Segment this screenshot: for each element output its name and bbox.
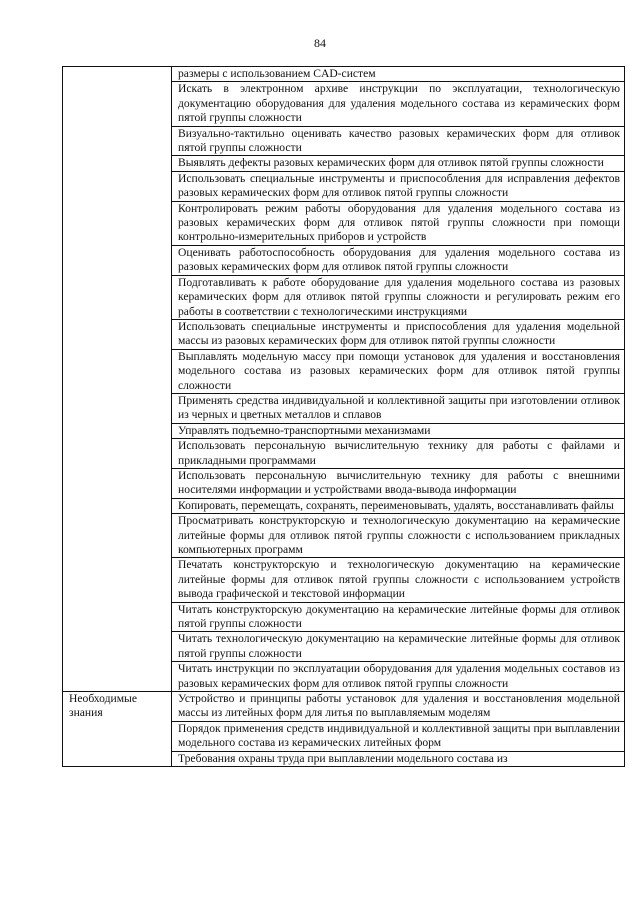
table-cell: Читать конструкторскую документацию на керамические литейные формы для отливок пятой группы сложности	[172, 602, 625, 632]
table-cell: Использовать персональную вычислительную технику для работы с файлами и прикладными программами	[172, 439, 625, 469]
table-cell: Использовать специальные инструменты и приспособления для исправления дефектов разовых керамических форм для отливок пятой группы сложности	[172, 171, 625, 201]
qualification-table	[62, 66, 625, 767]
table-cell: Контролировать режим работы оборудования для удаления модельного состава из разовых керамических форм для отливок пятой группы сложности при помощи контрольно-измерительных приборов и устройств	[172, 201, 625, 245]
table-cell: Выплавлять модельную массу при помощи установок для удаления и восстановления модельного состава из разовых керамических форм для отливок пятой группы сложности	[172, 349, 625, 393]
table-cell: Копировать, перемещать, сохранять, переименовывать, удалять, восстанавливать файлы	[172, 498, 625, 513]
label-cell-knowledge: Необходимые знания	[63, 692, 172, 767]
table-cell: Применять средства индивидуальной и коллективной защиты при изготовлении отливок из черных и цветных металлов и сплавов	[172, 393, 625, 423]
table-cell: Визуально-тактильно оценивать качество разовых керамических форм для отливок пятой группы сложности	[172, 126, 625, 156]
table-cell: Печатать конструкторскую и технологическую документацию на керамические литейные формы для отливок пятой группы сложности с использованием устройств вывода графической и текстовой информации	[172, 558, 625, 602]
table-cell: Порядок применения средств индивидуальной и коллективной защиты при выплавлении модельного состава из керамических литейных форм	[172, 721, 625, 751]
table-row	[63, 67, 625, 82]
table-cell: Использовать специальные инструменты и приспособления для удаления модельной массы из разовых керамических форм для отливок пятой группы сложности	[172, 319, 625, 349]
table-cell: Требования охраны труда при выплавлении модельного состава из	[172, 751, 625, 766]
table-cell: Устройство и принципы работы установок для удаления и восстановления модельной массы из литейных форм для литья по выплавляемым моделям	[172, 692, 625, 722]
table-cell: Искать в электронном архиве инструкции по эксплуатации, технологическую документацию оборудования для удаления модельного состава из керамических форм пятой группы сложности	[172, 82, 625, 126]
table-row	[63, 692, 625, 722]
table-cell: Читать технологическую документацию на керамические литейные формы для отливок пятой группы сложности	[172, 632, 625, 662]
table-cell: Просматривать конструкторскую и технологическую документацию на керамические литейные формы для отливок пятой группы сложности с использованием прикладных компьютерных программ	[172, 514, 625, 558]
table-cell: Выявлять дефекты разовых керамических форм для отливок пятой группы сложности	[172, 156, 625, 171]
page-number: 84	[314, 36, 326, 50]
table-cell: размеры с использованием CAD-систем	[172, 67, 625, 82]
table-cell: Оценивать работоспособность оборудования для удаления модельного состава из разовых керамических форм для отливок пятой группы сложности	[172, 245, 625, 275]
table-cell: Читать инструкции по эксплуатации оборудования для удаления модельных составов из разовых керамических форм для отливок пятой группы сложности	[172, 662, 625, 692]
table-cell: Управлять подъемно-транспортными механизмами	[172, 423, 625, 438]
table-cell: Использовать персональную вычислительную технику для работы с внешними носителями информации и устройствами ввода-вывода информации	[172, 468, 625, 498]
label-cell-skills	[63, 67, 172, 692]
table-cell: Подготавливать к работе оборудование для удаления модельного состава из разовых керамических форм для отливок пятой группы сложности и регулировать режим его работы в соответствии с технологическими инструкциями	[172, 275, 625, 319]
